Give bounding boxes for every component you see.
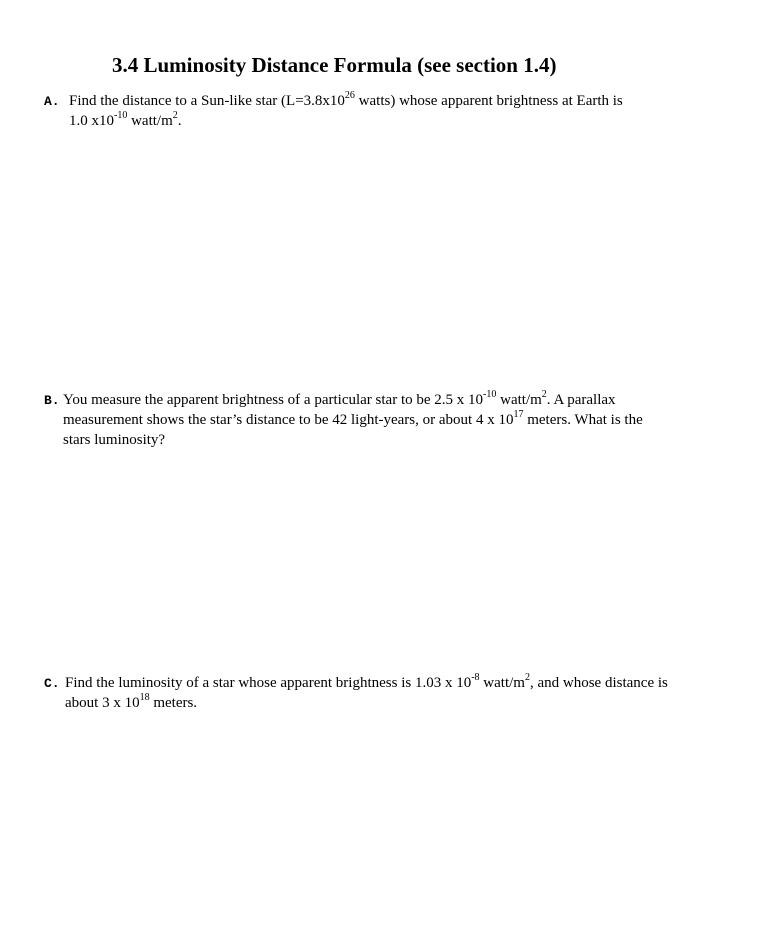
page-title: 3.4 Luminosity Distance Formula (see section 1.4) — [112, 53, 557, 77]
text-run: Find the luminosity of a star whose apparent brightness is 1.03 x 10 — [65, 675, 472, 691]
text-run: You measure the apparent brightness of a particular star to be 2.5 x 10 — [63, 392, 484, 408]
problem-line — [63, 410, 643, 430]
problem-text — [63, 390, 643, 450]
superscript: 2 — [541, 389, 547, 400]
text-run: Find the distance to a Sun-like star (L=3.8x10 — [69, 93, 345, 109]
text-run: about 3 x 10 — [65, 695, 140, 711]
problem-text — [69, 91, 623, 131]
text-run: watts) whose apparent brightness at Earth is — [354, 93, 623, 109]
problem-line — [65, 693, 668, 713]
superscript: 18 — [139, 692, 150, 703]
text-run: meters. What is the — [523, 412, 643, 428]
superscript: 17 — [513, 409, 524, 420]
superscript: -10 — [114, 110, 128, 121]
problem-label: A. — [44, 94, 60, 109]
superscript: 2 — [524, 672, 530, 683]
text-run: watt/m — [479, 675, 525, 691]
problem-line — [69, 111, 623, 131]
problem-line — [63, 430, 643, 450]
problem-label: B. — [44, 393, 60, 408]
problem-label: C. — [44, 676, 60, 691]
text-run: . — [177, 113, 182, 129]
text-run: watt/m — [496, 392, 542, 408]
text-run: measurement shows the star’s distance to be 42 light-years, or about 4 x 10 — [63, 412, 514, 428]
text-run: stars luminosity? — [63, 432, 166, 448]
problem-line — [69, 91, 623, 111]
superscript: -8 — [471, 672, 480, 683]
text-run: watt/m — [127, 113, 173, 129]
text-run: . A parallax — [546, 392, 616, 408]
problem-text — [65, 673, 668, 713]
superscript: 26 — [344, 90, 355, 101]
problem-line — [65, 673, 668, 693]
text-run: meters. — [149, 695, 198, 711]
superscript: 2 — [172, 110, 178, 121]
text-run: , and whose distance is — [529, 675, 668, 691]
problem-line — [63, 390, 643, 410]
text-run: 1.0 x10 — [69, 113, 114, 129]
superscript: -10 — [483, 389, 497, 400]
